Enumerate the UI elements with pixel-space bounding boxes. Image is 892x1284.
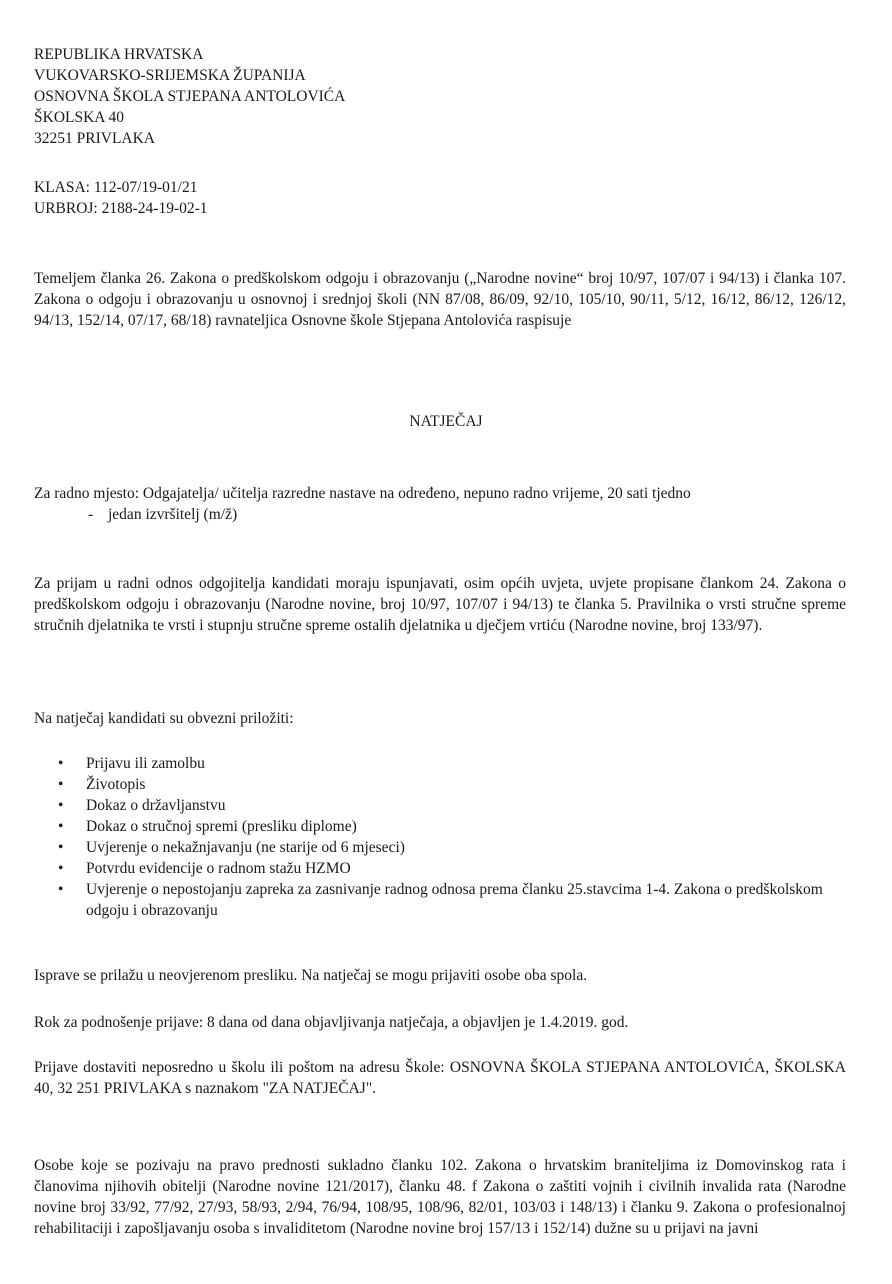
attachments-intro: Na natječaj kandidati su obvezni priložiti: xyxy=(34,710,294,727)
position-count xyxy=(34,504,846,525)
list-item: • Uvjerenje o nepostojanju zapreka za zasnivanje radnog odnosa prema članku 25.stavcima 1-4. Zakona o predškolskom odgoju i obrazovanju xyxy=(58,879,846,921)
priority-paragraph: Osobe koje se pozivaju na pravo prednosti sukladno članku 102. Zakona o hrvatskim braniteljima iz Domovinskog rata i članovima njihovih obitelji (Narodne novine 121/2017), članku 48. f Zakona o zaštiti vojnih i civilnih invalida rata (Narodne novine broj 33/92, 77/92, 27/93, 58/93, 2/94, 76/94, 108/95, 108/96, 82/01, 103/03 i 148/13) i članku 9. Zakona o profesionalnoj rehabilitaciji i zapošljavanju osoba s invaliditetom (Narodne novine broj 157/13 i 152/14) dužne su u prijavi na javni xyxy=(34,1157,846,1237)
position-count-text: jedan izvršitelj (m/ž) xyxy=(108,506,238,523)
document-title: NATJEČAJ xyxy=(409,413,483,430)
header-line: OSNOVNA ŠKOLA STJEPANA ANTOLOVIĆA xyxy=(34,88,346,105)
list-item: • Dokaz o stručnoj spremi (presliku diplome) xyxy=(58,816,846,837)
klasa: KLASA: 112-07/19-01/21 xyxy=(34,179,198,196)
header-line: ŠKOLSKA 40 xyxy=(34,109,125,126)
list-item: • Prijavu ili zamolbu xyxy=(58,753,846,774)
dash-marker: - xyxy=(88,506,94,523)
intro-paragraph: Temeljem članka 26. Zakona o predškolskom odgoju i obrazovanju („Narodne novine“ broj 10/97, 107/07 i 94/13) i članka 107. Zakona o odgoju i obrazovanju u osnovnoj i srednjoj školi (NN 87/08, 86/09, 92/10, 105/10, 90/11, 5/12, 16/12, 86/12, 126/12, 94/13, 152/14, 07/17, 68/18) ravnateljica Osnovne škole Stjepana Antolovića raspisuje xyxy=(34,270,846,329)
deadline-paragraph: Rok za podnošenje prijave: 8 dana od dana objavljivanja natječaja, a objavljen je 1.4.2019. god. xyxy=(34,1014,629,1031)
list-item: • Uvjerenje o nekažnjavanju (ne starije od 6 mjeseci) xyxy=(58,837,846,858)
list-item: • Dokaz o državljanstvu xyxy=(58,795,846,816)
list-item: • Životopis xyxy=(58,774,846,795)
header-line: REPUBLIKA HRVATSKA xyxy=(34,46,204,63)
documents-note: Isprave se prilažu u neovjerenom presliku. Na natječaj se mogu prijaviti osobe oba spola. xyxy=(34,967,588,984)
list-item: • Potvrdu evidencije o radnom stažu HZMO xyxy=(58,858,846,879)
submission-paragraph: Prijave dostaviti neposredno u školu ili poštom na adresu Škole: OSNOVNA ŠKOLA STJEPANA ANTOLOVIĆA, ŠKOLSKA 40, 32 251 PRIVLAKA s naznakom "ZA NATJEČAJ". xyxy=(34,1059,846,1097)
requirements-paragraph: Za prijam u radni odnos odgojitelja kandidati moraju ispunjavati, osim općih uvjeta, uvjete propisane člankom 24. Zakona o predškolskom odgoju i obrazovanju (Narodne novine, broj 10/97, 107/07 i 94/13) te članka 5. Pravilnika o vrsti stručne spreme stručnih djelatnika te vrsti i stupnju stručne spreme ostalih djelatnika u dječjem vrtiću (Narodne novine, broj 133/97). xyxy=(34,575,846,634)
position-section xyxy=(34,483,846,525)
urbroj: URBROJ: 2188-24-19-02-1 xyxy=(34,200,208,217)
header-line: VUKOVARSKO-SRIJEMSKA ŽUPANIJA xyxy=(34,67,306,84)
header-line: 32251 PRIVLAKA xyxy=(34,130,155,147)
position-text: Za radno mjesto: Odgajatelja/ učitelja razredne nastave na određeno, nepuno radno vrijeme, 20 sati tjedno xyxy=(34,485,691,502)
attachments-list xyxy=(58,753,846,921)
reference-numbers xyxy=(34,177,846,219)
institution-header xyxy=(34,44,846,149)
